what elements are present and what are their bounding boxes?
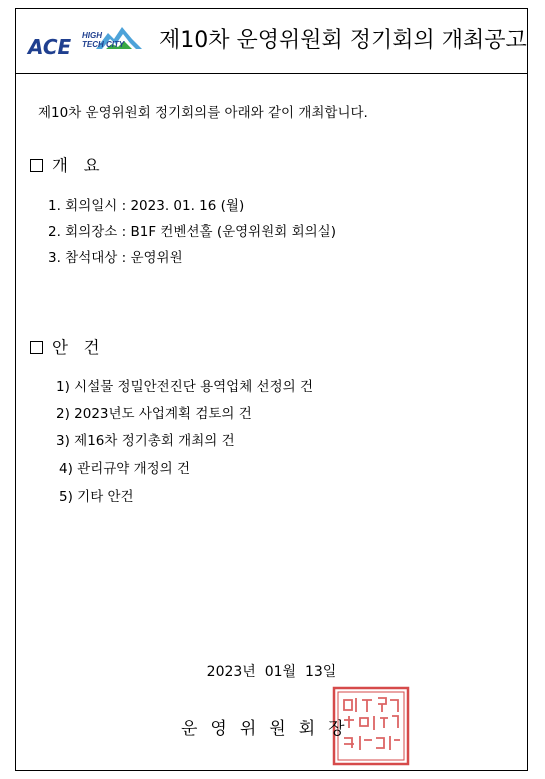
checkbox-square-icon bbox=[30, 159, 43, 172]
agenda-item: 5) 기타 안건 bbox=[59, 489, 134, 505]
agenda-title: 안 건 bbox=[52, 338, 100, 357]
signer-name: 운영위원회장 bbox=[181, 719, 358, 739]
agenda-item: 2) 2023년도 사업계획 검토의 건 bbox=[56, 406, 252, 422]
logo-sub-text bbox=[82, 31, 124, 49]
overview-item: 2. 회의장소 : B1F 컨벤션홀 (운영위원회 회의실) bbox=[48, 224, 336, 240]
page-title: 제10차 운영위원회 정기회의 개최공고 bbox=[159, 28, 527, 53]
notice-frame bbox=[15, 8, 528, 771]
agenda-item: 3) 제16차 정기총회 개최의 건 bbox=[56, 433, 235, 449]
agenda-item: 1) 시설물 정밀안전진단 용역업체 선정의 건 bbox=[56, 379, 314, 395]
notice-date: 2023년 01월 13일 bbox=[206, 664, 337, 680]
agenda-item: 4) 관리규약 개정의 건 bbox=[59, 461, 191, 477]
intro-text: 제10차 운영위원회 정기회의를 아래와 같이 개최합니다. bbox=[38, 105, 368, 121]
logo-high-text: HIGH bbox=[82, 31, 102, 40]
agenda-heading bbox=[30, 334, 100, 358]
notice-header bbox=[16, 9, 527, 74]
logo-techcity-text: TECH CITY bbox=[82, 40, 125, 49]
overview-item: 3. 참석대상 : 운영위원 bbox=[48, 250, 183, 266]
logo-ace-text: ACE bbox=[28, 35, 72, 59]
ace-high-tech-city-logo bbox=[26, 25, 144, 59]
checkbox-square-icon bbox=[30, 341, 43, 354]
overview-item: 1. 회의일시 : 2023. 01. 16 (월) bbox=[48, 198, 245, 214]
overview-title: 개 요 bbox=[52, 156, 100, 175]
overview-heading bbox=[30, 152, 100, 176]
